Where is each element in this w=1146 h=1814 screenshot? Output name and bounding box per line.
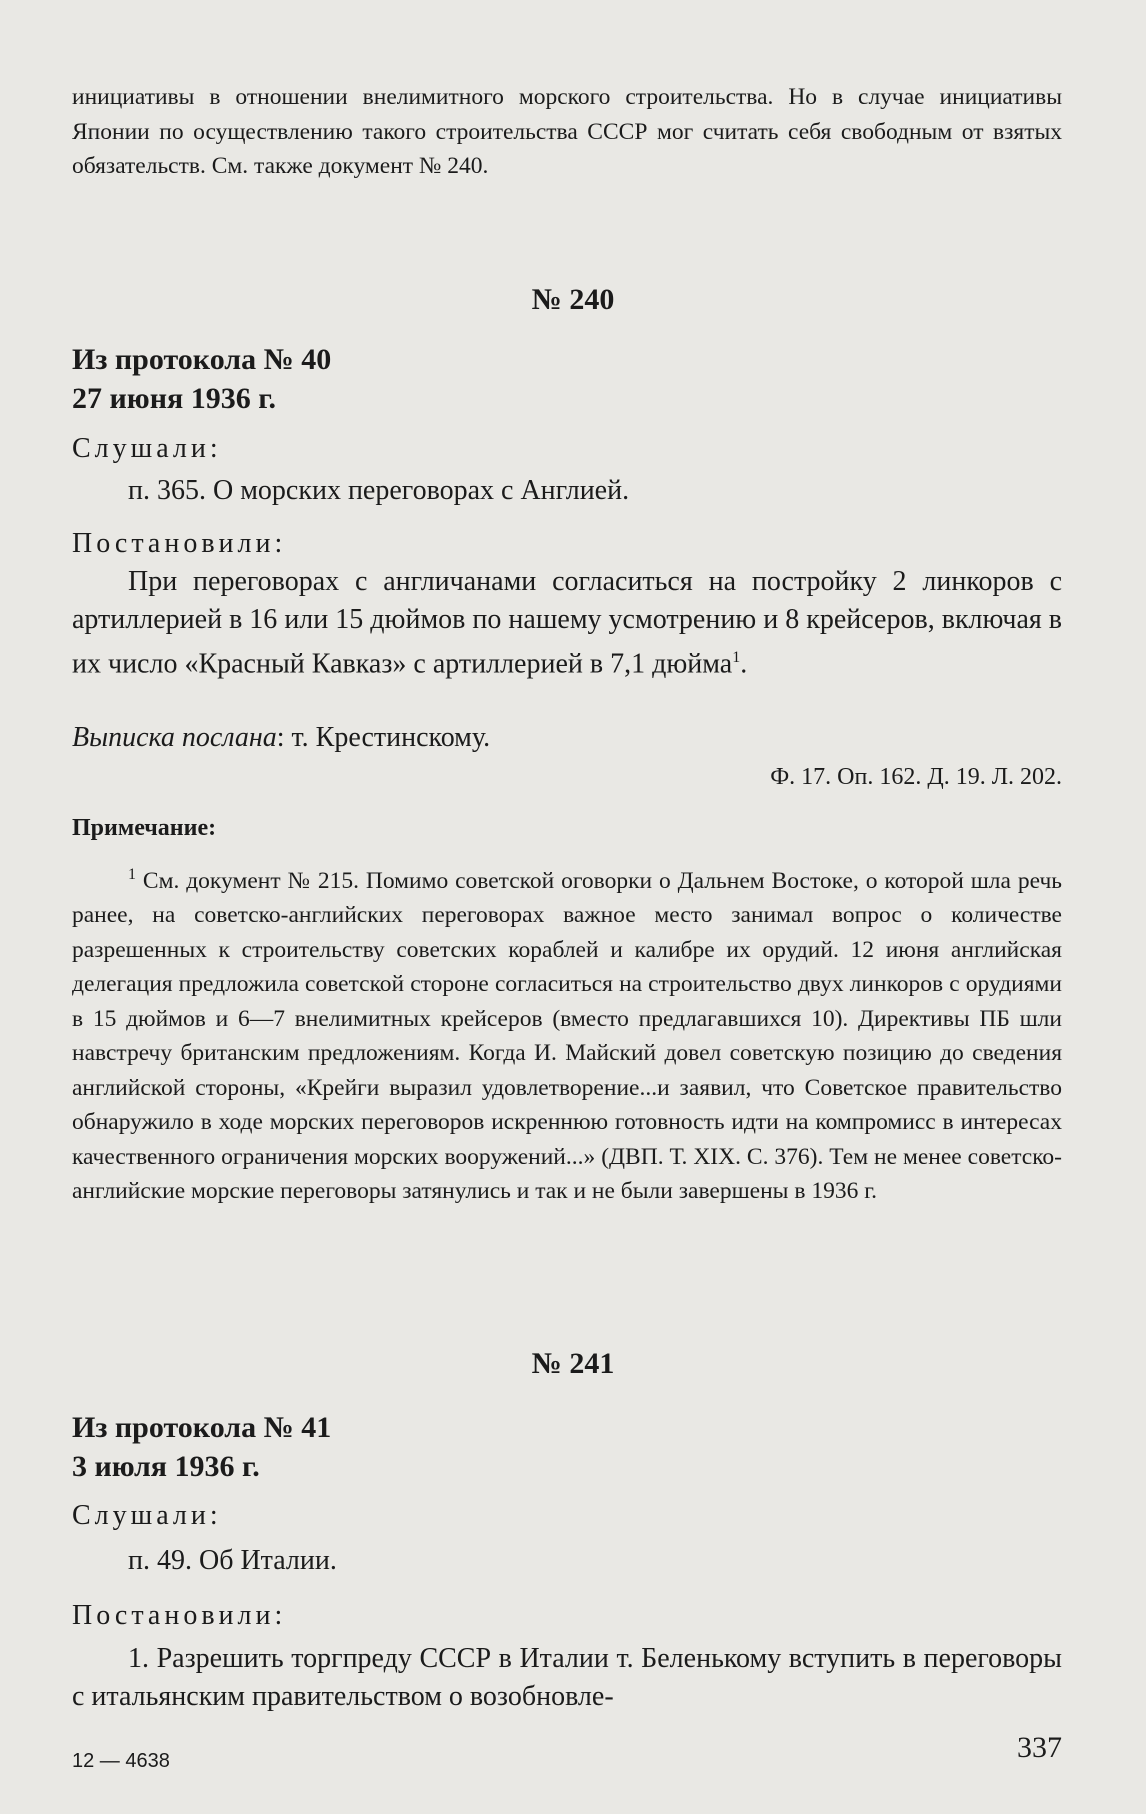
doc240-extract-label: Выписка послана <box>72 722 277 753</box>
doc241-heading-line1: Из протокола № 41 <box>72 1411 332 1444</box>
doc240-resolution-text: При переговорах с англичанами согласиться на постройку 2 линкоров с артиллерией в 16 или 15 дюймов по нашему усмотрению и 8 крейсеров, включая в их число «Красный Кавказ» с артиллерией в 7,1 дюйма <box>72 566 1062 680</box>
doc240-heading-line1: Из протокола № 40 <box>72 343 332 376</box>
doc240-resolution-end: . <box>740 648 748 680</box>
doc240-resolution <box>72 563 1062 683</box>
doc240-note-text: См. документ № 215. Помимо советской оговорки о Дальнем Востоке, о которой шла речь ранее, на советско-английских переговорах важное место занимал вопрос о количестве разрешенных к строительству советских кораблей и калибре их орудий. 12 июня английская делегация предложила советской стороне согласиться на строительство двух линкоров с орудиями в 15 дюймов и 6—7 внелимитных крейсеров (вместо предлагавшихся 10). Директивы ПБ шли навстречу британским предложениям. Когда И. Майский довел советскую позицию до сведения английской стороны, «Крейги выразил удовлетворение...и заявил, что Советское правительство обнаружило в ходе морских переговоров искреннюю готовность идти на компромисс в интересах качественного ограничения морских вооружений...» (ДВП. Т. XIX. С. 376). Тем не менее советско-английские морские переговоры затянулись и так и не были завершены в 1936 г. <box>72 867 1062 1205</box>
doc241-heard-item: п. 49. Об Италии. <box>128 1545 337 1576</box>
doc240-resolved-label: Постановили: <box>72 528 287 559</box>
doc240-note <box>72 858 1062 1209</box>
doc240-extract-value: : т. Крестинскому. <box>276 722 491 753</box>
doc240-note-mark: 1 <box>128 866 136 883</box>
doc240-footnote-mark: 1 <box>732 649 741 666</box>
doc240-extract <box>72 719 1062 757</box>
doc240-number: № 240 <box>531 283 615 316</box>
doc240-heading <box>72 340 1062 418</box>
doc240-heard-label: Слушали: <box>72 433 222 464</box>
doc241-heard-label: Слушали: <box>72 1500 222 1531</box>
footer-signature: 12 — 4638 <box>72 1750 170 1772</box>
doc240-heard-item: п. 365. О морских переговорах с Англией. <box>128 475 630 506</box>
doc240-heading-line2: 27 июня 1936 г. <box>72 382 276 415</box>
doc241-resolution: 1. Разрешить торгпреду СССР в Италии т. Беленькому вступить в переговоры с итальянским правительством о возобновле- <box>72 1643 1062 1712</box>
doc241-heading <box>72 1408 1062 1486</box>
page-number: 337 <box>1017 1731 1062 1764</box>
doc241-number: № 241 <box>531 1347 615 1380</box>
doc241-resolved-label: Постановили: <box>72 1600 287 1631</box>
doc241-heading-line2: 3 июля 1936 г. <box>72 1450 260 1483</box>
intro-paragraph: инициативы в отношении внелимитного морского строительства. Но в случае инициативы Японии по осуществлению такого строительства СССР мог считать себя свободным от взятых обязательств. См. также документ № 240. <box>72 84 1062 179</box>
doc240-archive-ref: Ф. 17. Оп. 162. Д. 19. Л. 202. <box>770 764 1062 790</box>
doc240-note-title: Примечание: <box>72 815 217 841</box>
